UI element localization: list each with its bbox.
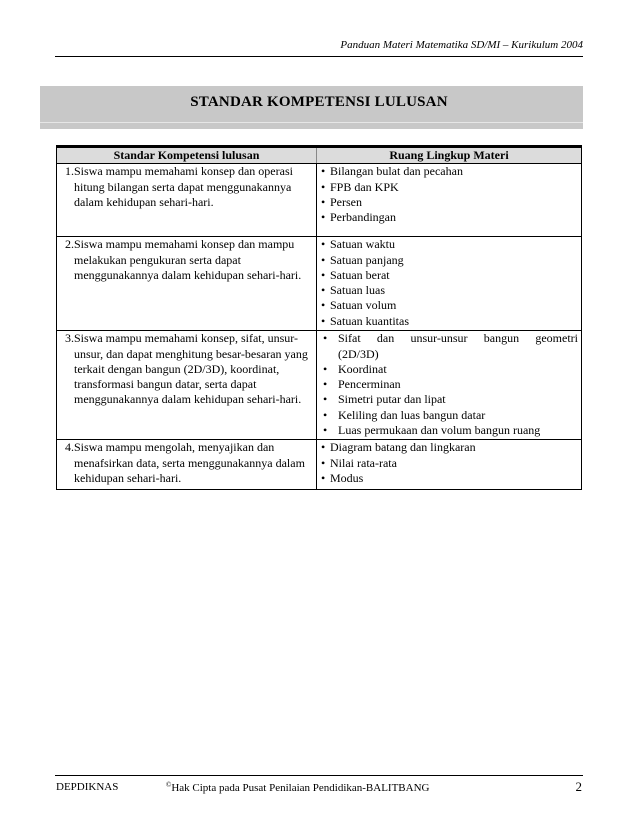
table-row [57, 440, 582, 490]
list-item: • Koordinat [320, 362, 578, 377]
standard-cell: 3.Siswa mampu memahami konsep, sifat, unsur-unsur, dan dapat menghitung besar-besaran yang terkait dengan bangun (2D/3D), koordinat, transformasi bangun datar, serta dapat menggunakannya dalam kehidupan sehari-hari. [57, 331, 317, 440]
list-item: • Satuan panjang [320, 253, 578, 268]
standard-cell: 1.Siswa mampu memahami konsep dan operasi hitung bilangan serta dapat menggunakannya dalam kehidupan sehari-hari. [57, 164, 317, 237]
standard-cell: 2.Siswa mampu memahami konsep dan mampu melakukan pengukuran serta dapat menggunakannya dalam kehidupan sehari-hari. [57, 237, 317, 331]
scope-cell [317, 331, 582, 440]
table-row [57, 164, 582, 237]
copyright-mark: © [166, 781, 172, 789]
list-item: • Satuan berat [320, 268, 578, 283]
list-item: • Perbandingan [320, 210, 578, 225]
list-item: • Sifat dan unsur-unsur bangun geometri [320, 331, 578, 346]
list-item: • FPB dan KPK [320, 180, 578, 195]
list-item: • Simetri putar dan lipat [320, 392, 578, 407]
footer-copyright: ©Hak Cipta pada Pusat Penilaian Pendidikan-BALITBANG [166, 781, 430, 794]
scope-cell [317, 164, 582, 237]
page-title: STANDAR KOMPETENSI LULUSAN [190, 94, 448, 110]
running-header: Panduan Materi Matematika SD/MI – Kurikulum 2004 [340, 39, 583, 51]
list-item: • Satuan waktu [320, 237, 578, 252]
list-item: • Persen [320, 195, 578, 210]
list-item: • Bilangan bulat dan pecahan [320, 164, 578, 179]
table-header-row [57, 147, 582, 164]
list-item: • Satuan luas [320, 283, 578, 298]
list-item: • Pencerminan [320, 377, 578, 392]
scope-cell [317, 237, 582, 331]
list-item: • Diagram batang dan lingkaran [320, 440, 578, 455]
header-rule [55, 56, 583, 57]
list-item: • Satuan volum [320, 298, 578, 313]
column-header-standard: Standar Kompetensi lulusan [57, 147, 317, 164]
table-row [57, 237, 582, 331]
footer-rule [55, 775, 583, 776]
list-item: • Luas permukaan dan volum bangun ruang [320, 423, 578, 438]
list-item: • Satuan kuantitas [320, 314, 578, 329]
standard-cell: 4.Siswa mampu mengolah, menyajikan dan menafsirkan data, serta menggunakannya dalam kehidupan sehari-hari. [57, 440, 317, 490]
list-item: • Keliling dan luas bangun datar [320, 408, 578, 423]
list-item: • Nilai rata-rata [320, 456, 578, 471]
scope-cell [317, 440, 582, 490]
footer-publisher: DEPDIKNAS [56, 781, 119, 793]
list-item: • Modus [320, 471, 578, 486]
table-row [57, 331, 582, 440]
column-header-scope: Ruang Lingkup Materi [317, 147, 582, 164]
page-number: 2 [575, 779, 582, 794]
competency-table [56, 145, 582, 490]
list-item-continuation: (2D/3D) [338, 346, 379, 361]
